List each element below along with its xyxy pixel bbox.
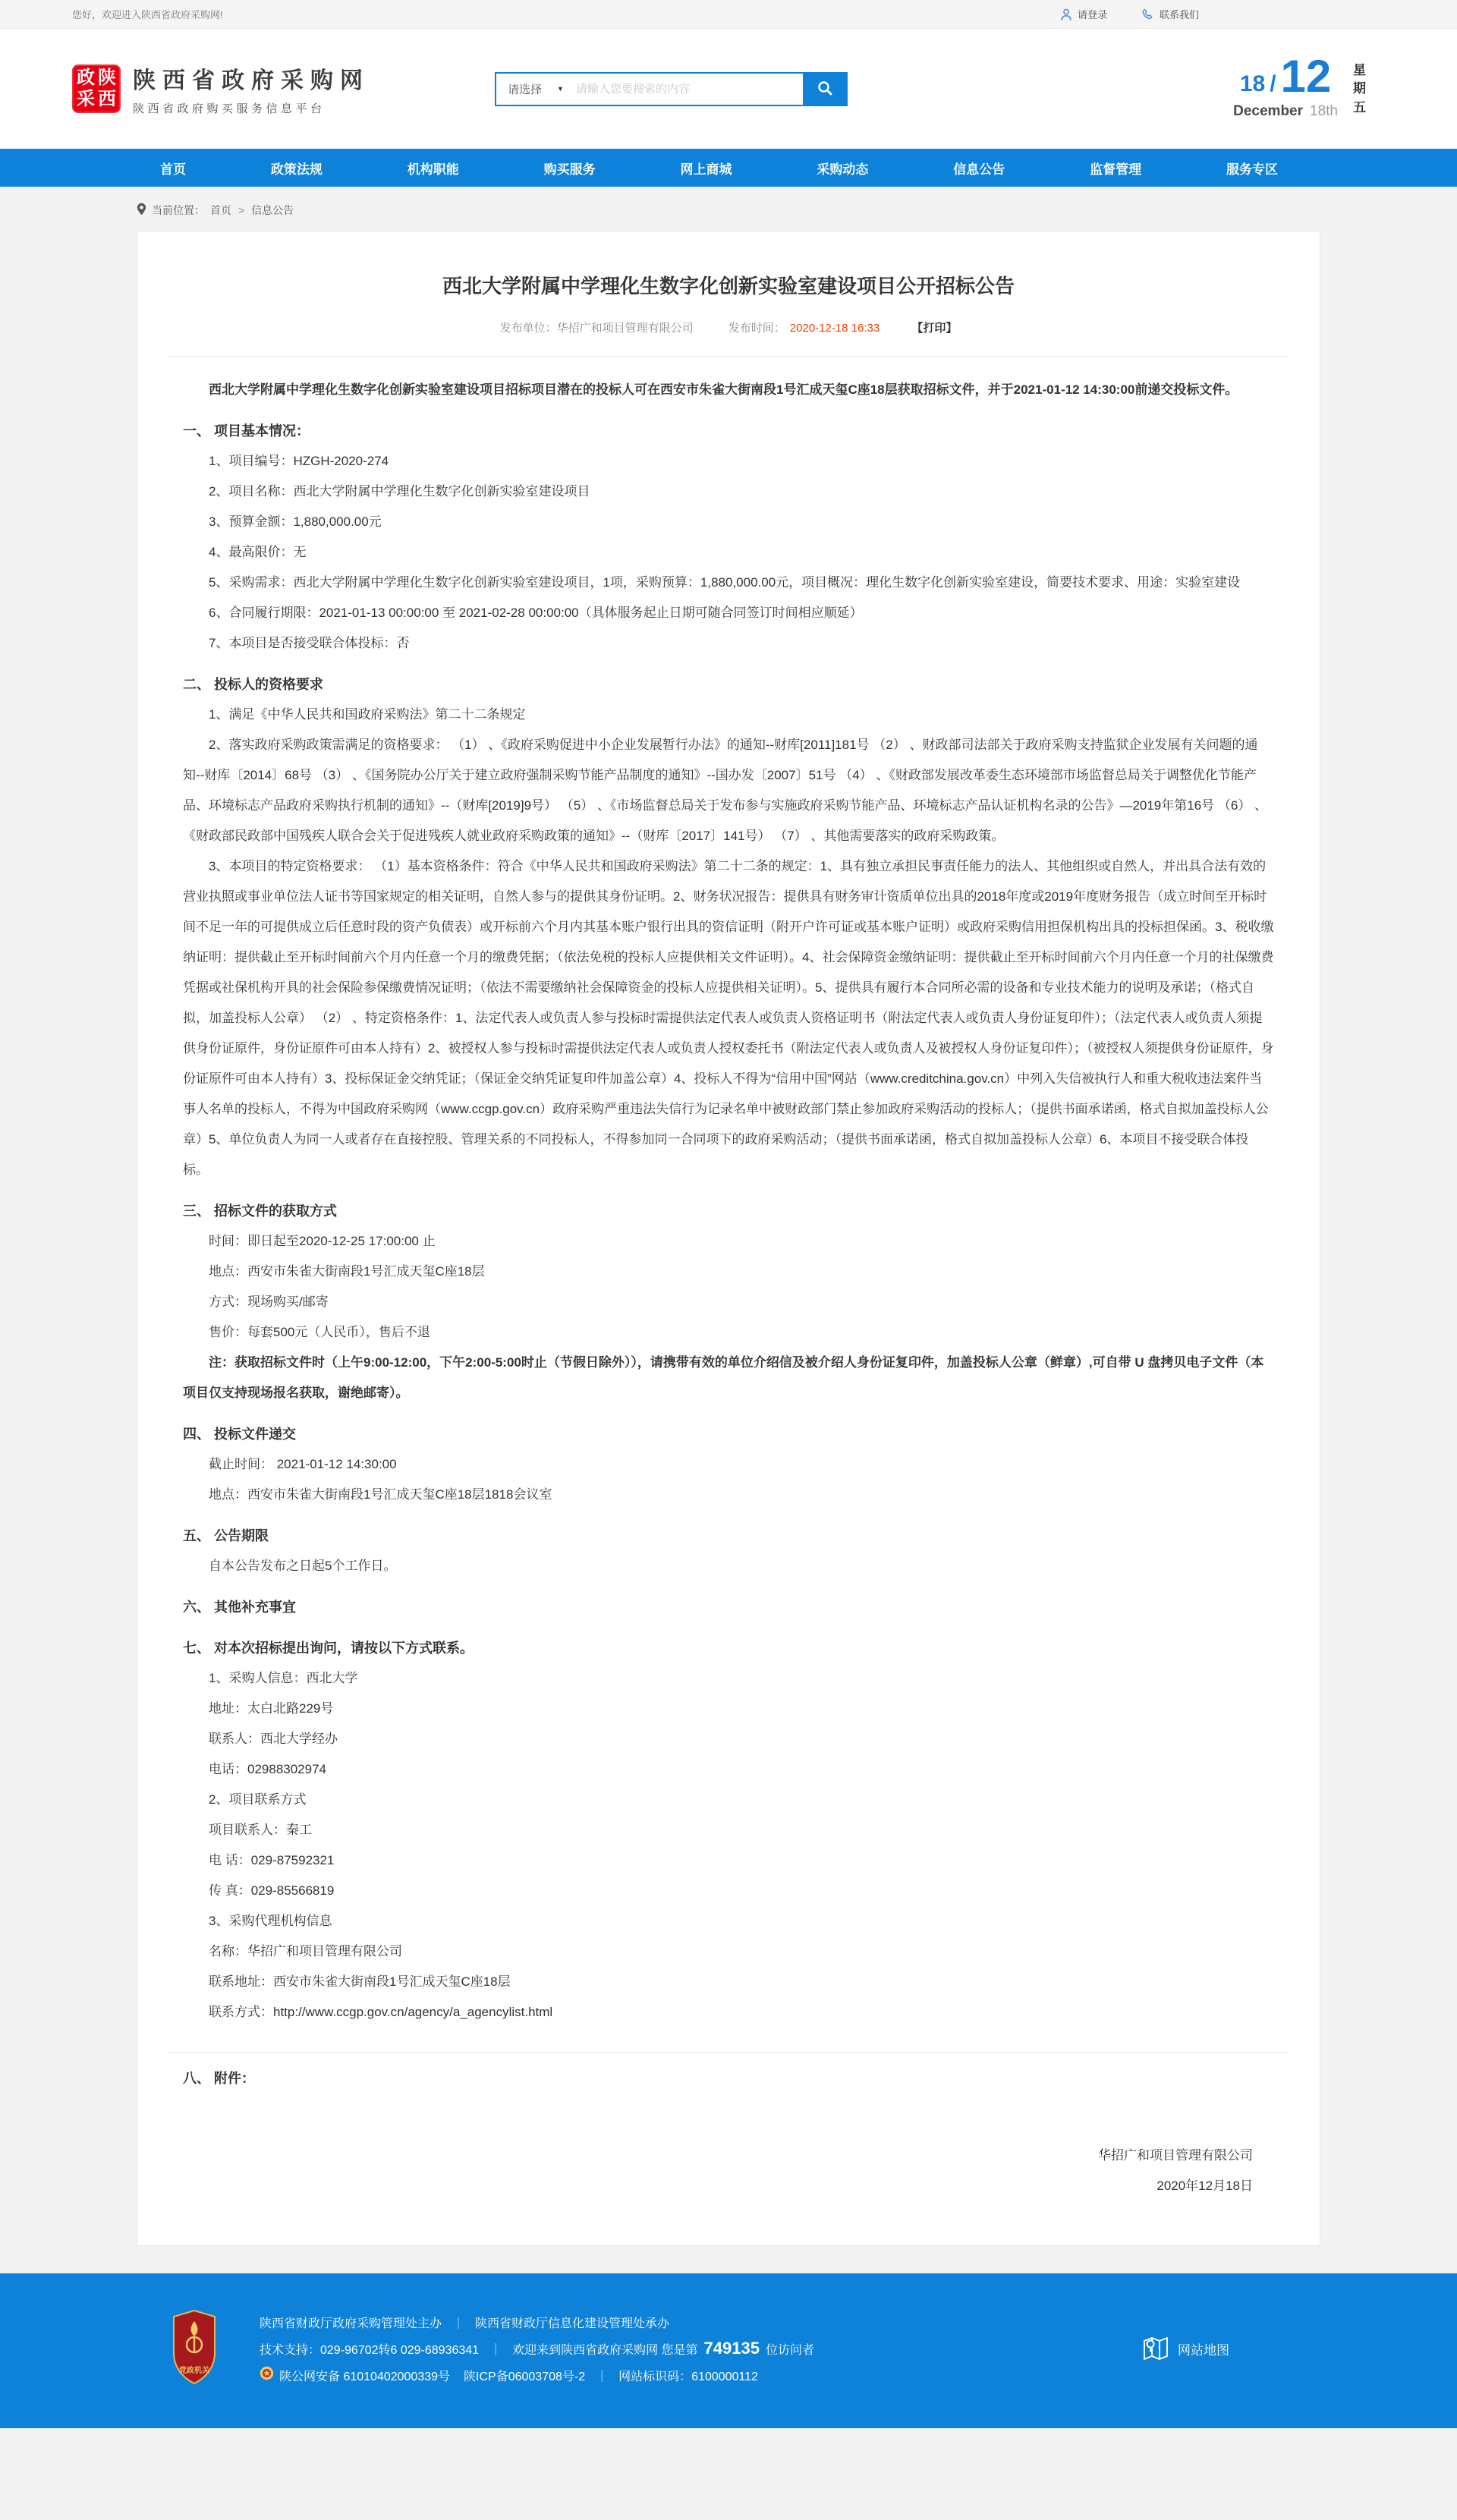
breadcrumb-current[interactable]: 信息公告 [251,204,294,216]
contact-us-link[interactable]: 联系我们 [1142,7,1199,21]
police-badge-icon [260,2366,274,2384]
paragraph: 截止时间： 2021-01-12 14:30:00 [209,1457,397,1471]
section-heading-7: 七、 对本次招标提出询问，请按以下方式联系。 [183,1641,474,1656]
paragraph: 地点：西安市朱雀大街南段1号汇成天玺C座18层 [209,1264,485,1279]
paragraph: 6、合同履行期限：2021-01-13 00:00:00 至 2021-02-28 00:00:00（具体服务起止日期可随合同签订时间相应顺延） [209,606,863,620]
search-bar [495,72,848,106]
paragraph: 售价：每套500元（人民币），售后不退 [209,1325,430,1339]
location-pin-icon [137,203,146,218]
signoff [183,2141,1274,2201]
paragraph: 3、本项目的特定资格要求： （1）基本资格条件：符合《中华人民共和国政府采购法》第二十二条的规定：1、具有独立承担民事责任能力的法人、其他组织或自然人，并出具合法有效的营业执照或事业单位法人证书等国家规定的相关证明，自然人参与的提供其身份证明。2、财务状况报告：提供具有财务审计资质单位出具的2018年度或2019年度财务报告（成立时间至开标时间不足一年的可提供成立后任意时段的资产负债表）或开标前六个月内其基本账户银行出具的资信证明（附开户许可证或基本账户证明）或政府采购信用担保机构出具的投标担保函。3、税收缴纳证明：提供截止至开标时间前六个月内任意一个月的缴费凭据；（依法免税的投标人应提供相关文件证明）。4、社会保障资金缴纳证明：提供截止至开标时间前六个月内任意一个月的社保缴费凭据或社保机构开具的社会保险参保缴费情况证明；（依法不需要缴纳社会保障资金的投标人应提供相关证明）。5、提供具有履行本合同所必需的设备和专业技术能力的说明及承诺；（格式自拟，加盖投标人公章） （2） 、特定资格条件：1、法定代表人或负责人参与投标时需提供法定代表人或负责人资格证明书（附法定代表人或负责人身份证复印件）；（法定代表人或负责人须提供身份证原件，身份证原件可由本人持有）2、被授权人参与投标时需提供法定代表人或负责人授权委托书（附法定代表人或负责人及被授权人身份证复印件）；（被授权人须提供身份证原件，身份证原件可由本人持有）3、投标保证金交纳凭证；（保证金交纳凭证复印件加盖公章）4、投标人不得为“信用中国”网站（www.creditchina.gov.cn）中列入失信被执行人和重大税收违法案件当事人名单的投标人，不得为中国政府采购网（www.ccgp.gov.cn）政府采购严重违法失信行为记录名单中被财政部门禁止参加政府采购活动的投标人；（提供书面承诺函，格式自拟加盖投标人公章）5、单位负责人为同一人或者存在直接控股、管理关系的不同投标人，不得参加同一合同项下的政府采购活动；（提供书面承诺函，格式自拟加盖投标人公章）6、本项目不接受联合体投标。 [183,859,1274,1177]
meta-divider [168,356,1289,357]
footer-line-3: 陕公网安备 61010402000339号 陕ICP备06003708号-2 ｜ 网站标识码：6100000112 [260,2365,814,2385]
svg-text:党政机关: 党政机关 [179,2366,209,2375]
intro-paragraph: 西北大学附属中学理化生数字化创新实验室建设项目招标项目潜在的投标人可在西安市朱雀大街南段1号汇成天玺C座18层获取招标文件，并于2021-01-12 14:30:00前递交投标文件。 [209,382,1238,397]
signoff-date: 2020年12月18日 [1156,2179,1253,2193]
search-icon [817,80,833,99]
top-bar [0,0,1457,29]
date-widget: 18 / 12 December 18th 星 期 五 [1233,51,1366,119]
search-category-select[interactable]: 请选择 ▼ [508,83,564,96]
paragraph: 1、项目编号：HZGH-2020-274 [209,454,389,468]
breadcrumb-home[interactable]: 首页 [210,204,231,216]
nav-item-service-zone[interactable]: 服务专区 [1226,162,1278,177]
date-day: 18 [1239,71,1266,96]
section-heading-3: 三、 招标文件的获取方式 [183,1203,337,1219]
print-button[interactable]: 【打印】 [911,322,958,335]
date-month-en: December [1233,102,1304,119]
paragraph: 电 话：029-87592321 [209,1853,335,1867]
nav-item-functions[interactable]: 机构职能 [407,162,459,177]
nav-item-announcements[interactable]: 信息公告 [953,162,1005,177]
main-nav [0,149,1457,187]
site-subtitle: 陕西省政府购买服务信息平台 [133,102,326,115]
section-heading-5: 五、 公告期限 [183,1528,269,1543]
date-weekday: 星 期 五 [1353,63,1366,115]
search-input[interactable] [574,74,803,105]
site-logo[interactable] [72,61,370,116]
nav-item-purchase-service[interactable]: 购买服务 [543,162,596,177]
sitemap-button[interactable]: 网站地图 [1141,2332,1229,2366]
paragraph: 3、预算金额：1,880,000.00元 [209,514,382,529]
date-day-en: 18th [1310,102,1338,119]
section-heading-8: 八、 附件： [183,2071,256,2086]
announcement-card [137,231,1320,2246]
paragraph: 名称：华招广和项目管理有限公司 [209,1944,402,1958]
paragraph: 5、采购需求：西北大学附属中学理化生数字化创新实验室建设项目，1项，采购预算：1,880,000.00元，项目概况：理化生数字化创新实验室建设，简要技术要求、用途：实验室建设 [209,575,1241,590]
publisher: 华招广和项目管理有限公司 [556,322,694,335]
site-footer [0,2273,1457,2428]
paragraph: 联系人：西北大学经办 [209,1732,338,1746]
paragraph: 2、项目联系方式 [209,1792,307,1807]
nav-item-policy[interactable]: 政策法规 [270,162,323,177]
paragraph: 联系地址：西安市朱雀大街南段1号汇成天玺C座18层 [209,1974,511,1989]
government-emblem-icon [171,2309,218,2389]
icp-record-link[interactable]: 陕ICP备06003708号-2 [464,2370,586,2383]
section-heading-1: 一、 项目基本情况： [183,423,310,439]
paragraph: 地址：太白北路229号 [209,1701,334,1716]
site-header [0,29,1457,149]
chevron-down-icon: ▼ [557,85,564,93]
breadcrumb: 当前位置： 首页 > 信息公告 [137,203,1320,218]
welcome-text: 您好，欢迎进入陕西省政府采购网! [72,9,223,20]
paragraph: 电话：02988302974 [209,1762,327,1776]
page-title: 西北大学附属中学理化生数字化创新实验室建设项目公开招标公告 [442,275,1015,297]
user-icon [1060,8,1072,20]
site-name: 陕西省政府采购网 [133,68,370,93]
paragraph: 地点：西安市朱雀大街南段1号汇成天玺C座18层1818会议室 [209,1487,552,1502]
article-body [183,375,1274,2201]
search-button[interactable] [803,74,846,105]
section-heading-6: 六、 其他补充事宜 [183,1600,297,1615]
paragraph: 2、落实政府采购政策需满足的资格要求： （1） 、《政府采购促进中小企业发展暂行办法》的通知--财库[2011]181号 （2） 、财政部司法部关于政府采购支持监狱企业发展有关问题的通知--财库〔2014〕68号 （3） 、《国务院办公厅关于建立政府强制采购节能产品制度的通知》--国办发〔2007〕51号 （4） 、《财政部发展改革委生态环境部市场监督总局关于调整优化节能产品、环境标志产品政府采购执行机制的通知》--（财库[2019]9号） （5） 、《市场监督总局关于发布参与实施政府采购节能产品、环境标志产品认证机构名录的公告》—2019年第16号 （6） 、《财政部民政部中国残疾人联合会关于促进残疾人就业政府采购政策的通知》--（财库〔2017〕141号） （7） 、其他需要落实的政府采购政策。 [183,738,1268,843]
section-heading-2: 二、 投标人的资格要求 [183,677,323,692]
paragraph: 项目联系人：秦工 [209,1823,312,1837]
attachment-divider [168,2052,1289,2053]
paragraph: 1、采购人信息：西北大学 [209,1671,358,1685]
note-paragraph: 注：获取招标文件时（上午9:00-12:00，下午2:00-5:00时止（节假日除外）），请携带有效的单位介绍信及被介绍人身份证复印件，加盖投标人公章（鲜章）,可自带 U 盘拷贝电子文件（本项目仅支持现场报名获取，谢绝邮寄）。 [183,1355,1264,1400]
footer-line-1: 陕西省财政厅政府采购管理处主办 ｜ 陕西省财政厅信息化建设管理处承办 [260,2317,670,2330]
login-link[interactable]: 请登录 [1060,7,1107,21]
nav-item-procurement-news[interactable]: 采购动态 [817,162,869,177]
section-heading-4: 四、 投标文件递交 [183,1427,297,1442]
signoff-company: 华招广和项目管理有限公司 [1098,2148,1253,2163]
publish-time: 2020-12-18 16:33 [789,322,880,335]
footer-line-2: 技术支持：029-96702转6 029-68936341 ｜ 欢迎来到陕西省政府采购网 您是第 749135 位访问者 [260,2339,814,2358]
paragraph: 3、采购代理机构信息 [209,1914,332,1928]
paragraph: 7、本项目是否接受联合体投标：否 [209,636,410,650]
security-record-link[interactable]: 陕公网安备 61010402000339号 [279,2370,451,2383]
nav-item-online-mall[interactable]: 网上商城 [680,162,732,177]
article-meta: 发布单位：华招广和项目管理有限公司 发布时间： 2020-12-18 16:33 【打印】 [499,322,958,335]
paragraph: 自本公告发布之日起5个工作日。 [209,1559,397,1573]
agency-url-paragraph: 联系方式：http://www.ccgp.gov.cn/agency/a_agencylist.html [209,2005,553,2019]
nav-item-home[interactable]: 首页 [160,162,186,177]
paragraph: 2、项目名称：西北大学附属中学理化生数字化创新实验室建设项目 [209,484,590,499]
map-icon [1141,2332,1171,2366]
visitor-count: 749135 [703,2339,760,2358]
paragraph: 1、满足《中华人民共和国政府采购法》第二十二条规定 [209,707,526,722]
paragraph: 4、最高限价：无 [209,545,307,559]
paragraph: 时间：即日起至2020-12-25 17:00:00 止 [209,1234,436,1248]
date-month: 12 [1280,51,1332,102]
paragraph: 方式：现场购买/邮寄 [209,1295,329,1309]
paragraph: 传 真：029-85566819 [209,1883,335,1898]
phone-icon [1142,8,1154,20]
nav-item-supervision[interactable]: 监督管理 [1090,162,1142,177]
logo-seal-icon: 政 陕 采 西 [72,64,121,113]
